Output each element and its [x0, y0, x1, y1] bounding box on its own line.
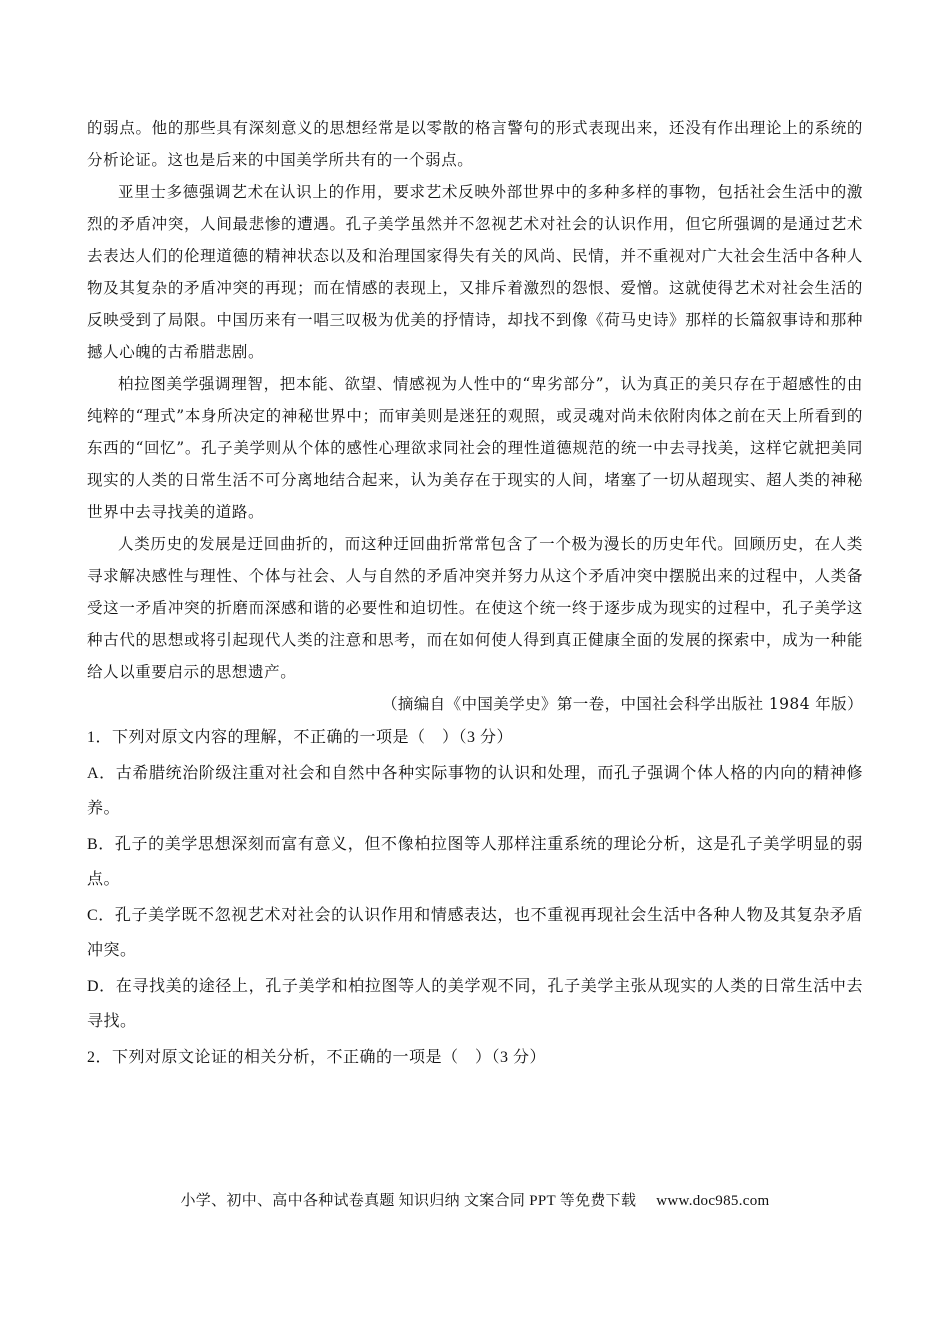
paragraph-continuation: 的弱点。他的那些具有深刻意义的思想经常是以零散的格言警句的形式表现出来，还没有作出理论上的系统的分析论证。这也是后来的中国美学所共有的一个弱点。: [87, 119, 863, 169]
page-footer: [0, 1190, 950, 1212]
footer-url[interactable]: www.doc985.com: [656, 1193, 770, 1209]
document-body: [87, 112, 863, 1075]
paragraph-history: 人类历史的发展是迂回曲折的，而这种迂回曲折常常包含了一个极为漫长的历史年代。回顾历史，在人类寻求解决感性与理性、个体与社会、人与自然的矛盾冲突并努力从这个矛盾冲突中摆脱出来的过程中，人类备受这一矛盾冲突的折磨而深感和谐的必要性和迫切性。在使这个统一终于逐步成为现实的过程中，孔子美学这种古代的思想或将引起现代人类的注意和思考，而在如何使人得到真正健康全面的发展的探索中，成为一种能给人以重要启示的思想遗产。: [87, 535, 863, 681]
question-1-stem: 1．下列对原文内容的理解，不正确的一项是（ ）（3 分）: [87, 729, 514, 746]
question-1-option-b: B．孔子的美学思想深刻而富有意义，但不像柏拉图等人那样注重系统的理论分析，这是孔子美学明显的弱点。: [87, 835, 863, 888]
source-citation: （摘编自《中国美学史》第一卷，中国社会科学出版社 1984 年版）: [381, 695, 863, 713]
paragraph-plato: 柏拉图美学强调理智，把本能、欲望、情感视为人性中的“卑劣部分”，认为真正的美只存在于超感性的由纯粹的“理式”本身所决定的神秘世界中；而审美则是迷狂的观照，或灵魂对尚未依附肉体之前在天上所看到的东西的“回忆”。孔子美学则从个体的感性心理欲求同社会的理性道德规范的统一中去寻找美，这样它就把美同现实的人类的日常生活不可分离地结合起来，认为美存在于现实的人间，堵塞了一切从超现实、超人类的神秘世界中去寻找美的道路。: [87, 375, 863, 521]
question-1-option-a: A．古希腊统治阶级注重对社会和自然中各种实际事物的认识和处理，而孔子强调个体人格的内向的精神修养。: [87, 764, 863, 817]
paragraph-aristotle: 亚里士多德强调艺术在认识上的作用，要求艺术反映外部世界中的多种多样的事物，包括社会生活中的激烈的矛盾冲突，人间最悲惨的遭遇。孔子美学虽然并不忽视艺术对社会的认识作用，但它所强调的是通过艺术去表达人们的伦理道德的精神状态以及和治理国家得失有关的风尚、民情，并不重视对广大社会生活中各种人物及其复杂的矛盾冲突的再现；而在情感的表现上，又排斥着激烈的怨恨、爱憎。这就使得艺术对社会生活的反映受到了局限。中国历来有一唱三叹极为优美的抒情诗，却找不到像《荷马史诗》那样的长篇叙事诗和那种撼人心魄的古希腊悲剧。: [87, 183, 863, 361]
question-1: [87, 720, 863, 1040]
question-2: [87, 1040, 863, 1076]
question-1-option-c: C．孔子美学既不忽视艺术对社会的认识作用和情感表达，也不重视再现社会生活中各种人物及其复杂矛盾冲突。: [87, 906, 863, 959]
question-2-stem: 2．下列对原文论证的相关分析，不正确的一项是（ ）（3 分）: [87, 1048, 547, 1066]
footer-text: 小学、初中、高中各种试卷真题 知识归纳 文案合同 PPT 等免费下载: [180, 1193, 637, 1209]
question-1-option-d: D．在寻找美的途径上，孔子美学和柏拉图等人的美学观不同，孔子美学主张从现实的人类的日常生活中去寻找。: [87, 977, 863, 1030]
